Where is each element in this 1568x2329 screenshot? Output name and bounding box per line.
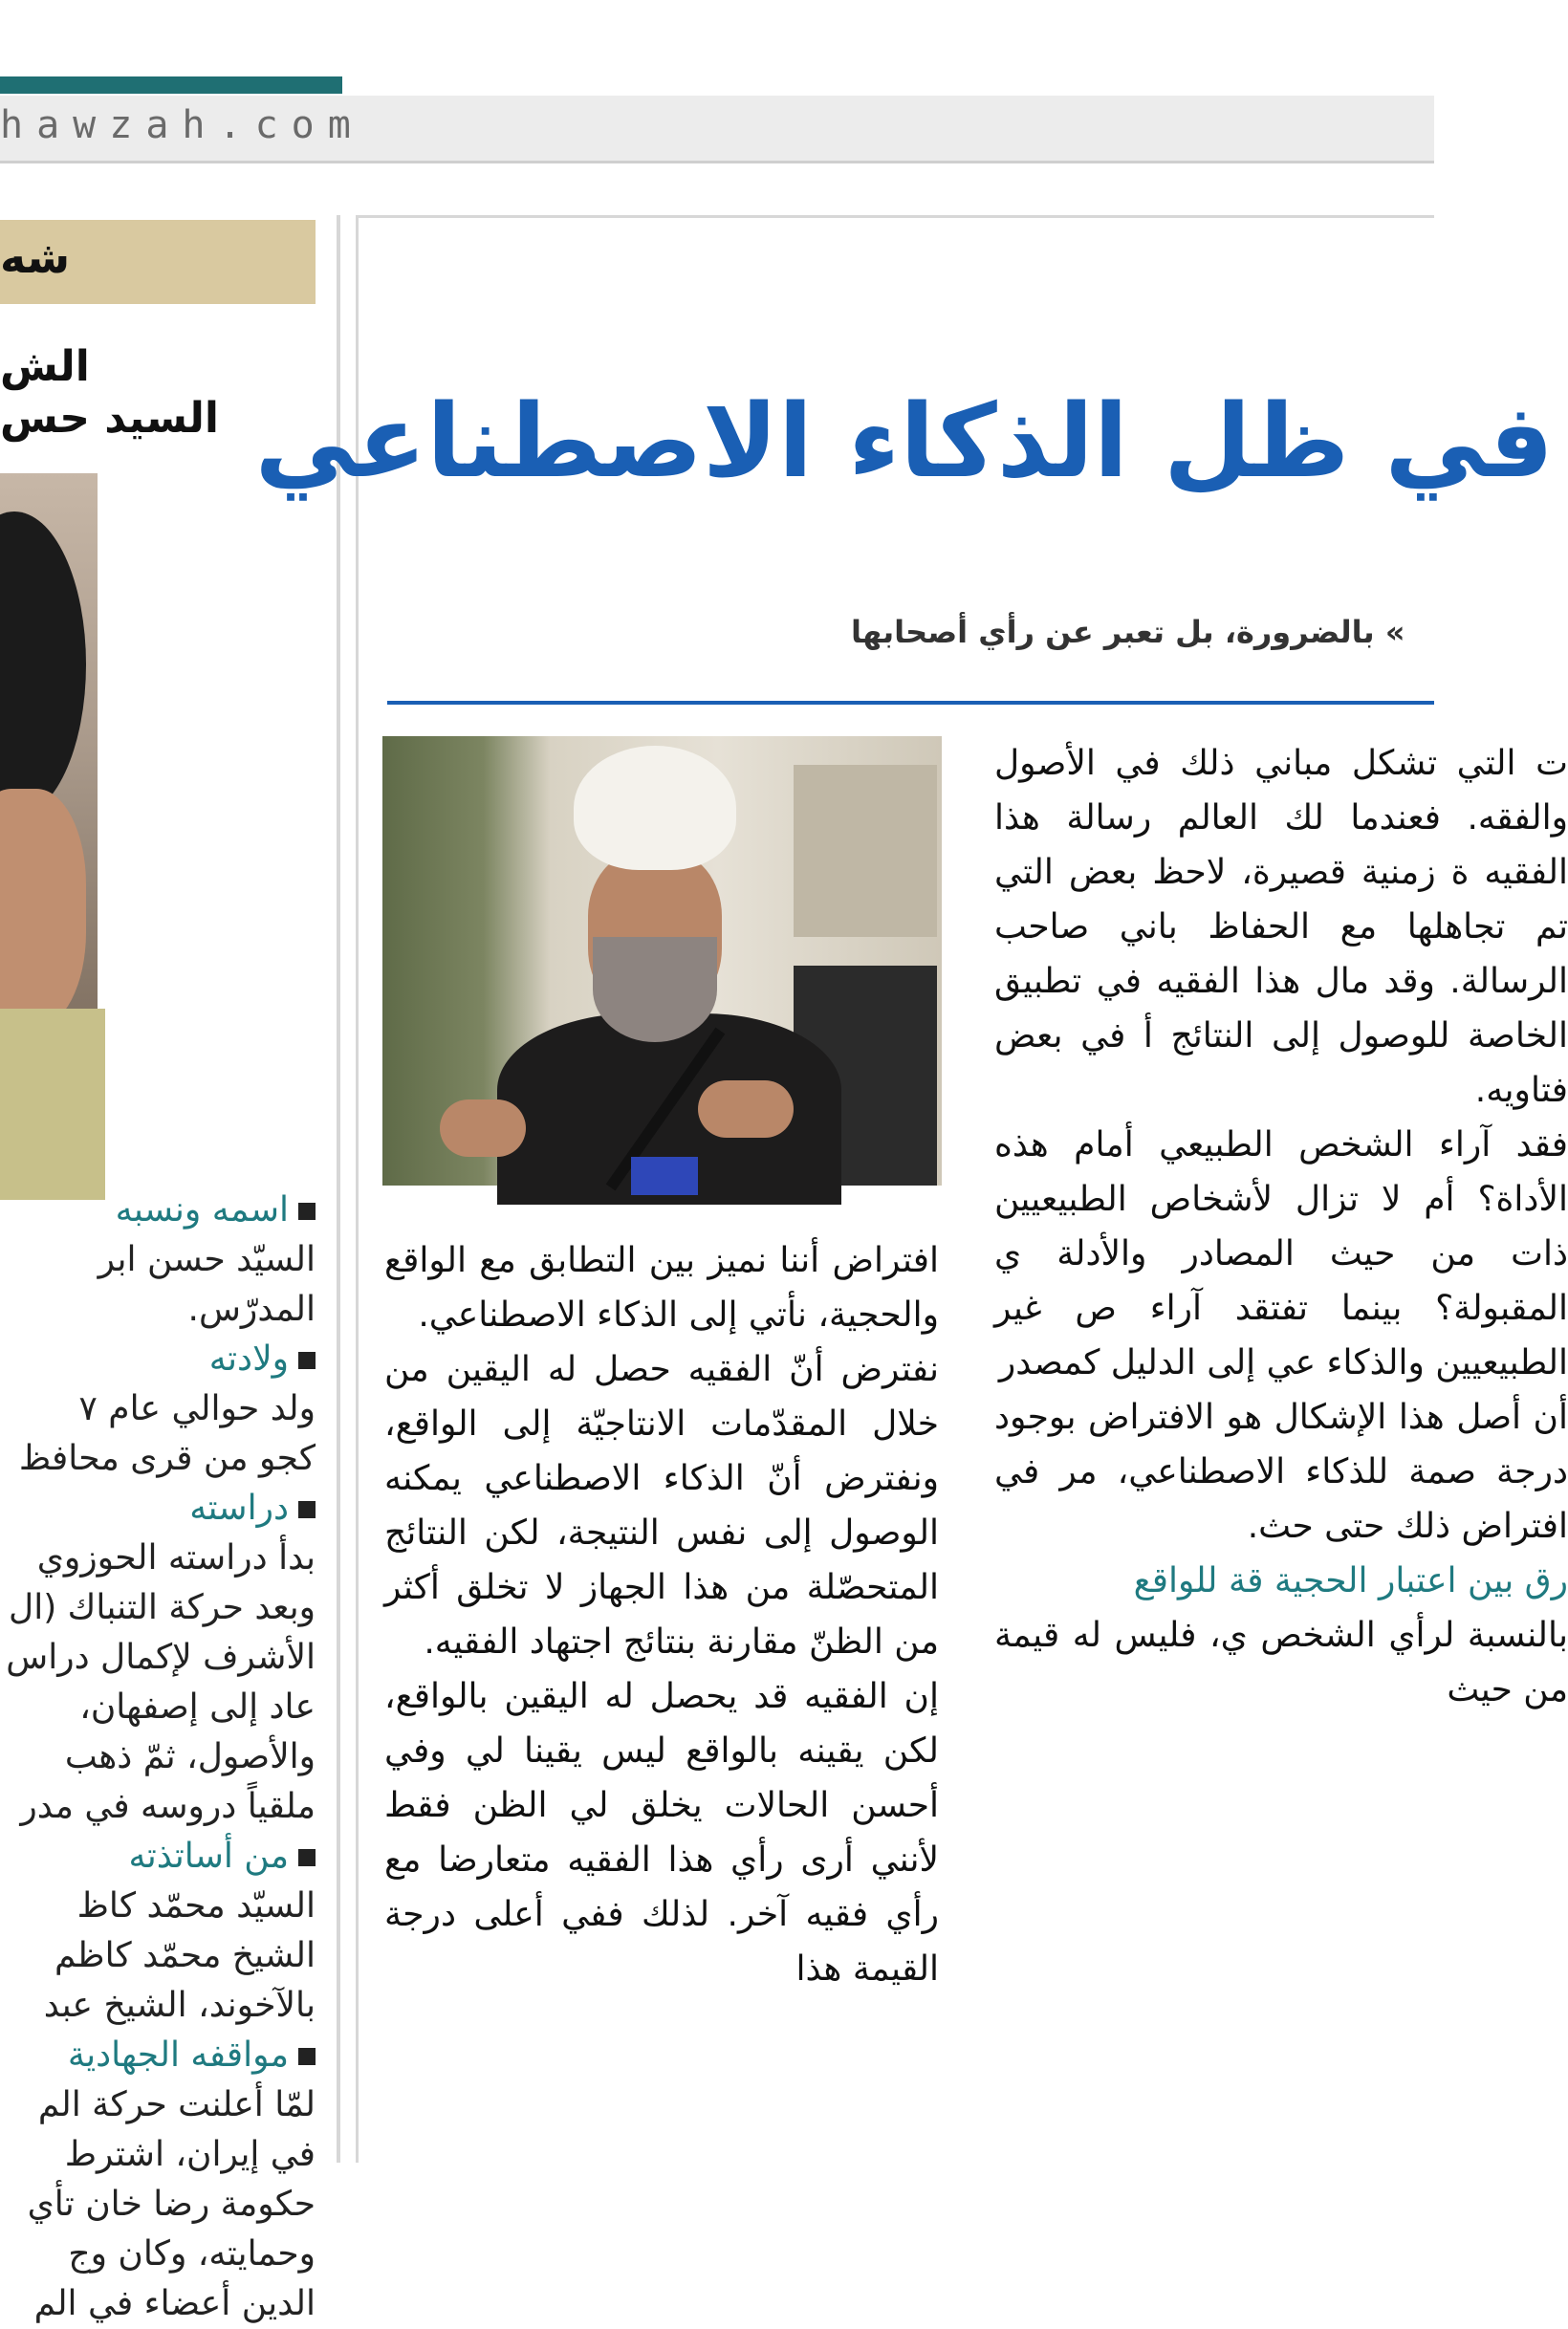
sidebar-text-line: حكومة رضا خان تأي xyxy=(27,2185,316,2224)
sidebar-section-heading: مواقفه الجهادية xyxy=(68,2031,316,2080)
sidebar-text-line: الأشرف لإكمال دراس xyxy=(6,1638,316,1677)
sidebar-text-line: الدين أعضاء في الم xyxy=(33,2284,316,2323)
sidebar-text-line: عاد إلى إصفهان، xyxy=(79,1687,316,1727)
sidebar-text-line: وحمايته، وكان وج xyxy=(68,2234,316,2274)
sidebar-text-line: في إيران، اشترط xyxy=(64,2135,316,2174)
sidebar-header-label: شه xyxy=(0,231,71,283)
bullet-square-icon xyxy=(298,1849,316,1866)
sidebar-text-line: وبعد حركة التنباك (ال xyxy=(9,1588,316,1627)
bullet-square-icon xyxy=(298,1203,316,1220)
sidebar-text-line: المدرّس. xyxy=(187,1290,316,1329)
article-paragraph: أن أصل هذا الإشكال هو الافتراض بوجود درجة صمة للذكاء الاصطناعي، مر في افتراض ذلك حتى حث. xyxy=(994,1398,1568,1546)
sidebar-name-line1: الش xyxy=(0,342,90,391)
sidebar-text-line: السيّد حسن ابر xyxy=(98,1240,316,1279)
sidebar-text-line: ملقياً دروسه في مدر xyxy=(20,1787,316,1826)
sidebar-text-line: والأصول، ثمّ ذهب xyxy=(64,1737,316,1776)
article-disclaimer: » بالضرورة، بل تعبر عن رأي أصحابها xyxy=(851,614,1405,650)
article-photo xyxy=(382,736,942,1186)
article-paragraph: بالنسبة لرأي الشخص ي، فليس له قيمة من حيث xyxy=(994,1616,1568,1709)
sidebar-text-line: بالآخوند، الشيخ عبد xyxy=(43,1986,316,2025)
sidebar-section-heading: دراسته xyxy=(189,1484,316,1534)
sidebar-header xyxy=(0,220,316,304)
article-title: في ظل الذكاء الاصطناعي xyxy=(254,382,1554,500)
sidebar-text-line: لمّا أعلنت حركة الم xyxy=(37,2085,316,2124)
bullet-square-icon xyxy=(298,2048,316,2065)
article-paragraph: إن الفقيه قد يحصل له اليقين بالواقع، لكن يقينه بالواقع ليس يقينا لي وفي أحسن الحالات يخلق لي الظن فقط لأنني أرى رأي هذا الفقيه متعارضا مع رأي فقيه آخر. لذلك ففي أعلى درجة القيمة هذا xyxy=(384,1677,939,1989)
article-column-middle xyxy=(384,1233,939,1996)
top-accent-bar xyxy=(0,76,342,94)
section-heading: رق بين اعتبار الحجية قة للواقع xyxy=(1133,1561,1568,1600)
column-divider xyxy=(337,215,340,2163)
sidebar-name-line2: السيد حس xyxy=(0,394,219,443)
sidebar-section-heading: من أساتذته xyxy=(128,1832,316,1882)
sidebar-section-heading: اسمه ونسبه xyxy=(116,1186,316,1235)
article-paragraph: فقد آراء الشخص الطبيعي أمام هذه الأداة؟ أم لا تزال لأشخاص الطبيعيين ذات من حيث المصادر والأدلة ي المقبولة؟ بينما تفتقد آراء ص غير الطبيعيين والذكاء عي إلى الدليل كمصدر xyxy=(994,1125,1568,1382)
title-rule xyxy=(387,701,1434,705)
article-paragraph: افتراض أننا نميز بين التطابق مع الواقع والحجية، نأتي إلى الذكاء الاصطناعي. xyxy=(384,1241,939,1335)
sidebar-section-heading: ولادته xyxy=(209,1335,316,1384)
site-url[interactable]: hawzah.com xyxy=(0,103,364,147)
sidebar-text-line: ولد حوالي عام ٧ xyxy=(78,1389,316,1428)
sidebar-portrait xyxy=(0,473,98,1166)
article-paragraph: نفترض أنّ الفقيه حصل له اليقين من خلال المقدّمات الانتاجيّة إلى الواقع، ونفترض أنّ الذكاء الاصطناعي يمكنه الوصول إلى نفس النتيجة، لكن النتائج المتحصّلة من هذا الجهاز لا تخلق أكثر من الظنّ مقارنة بنتائج اجتهاد الفقيه. xyxy=(384,1350,939,1662)
sidebar-text-line: الشيخ محمّد كاظم xyxy=(54,1936,316,1975)
article-paragraph: ت التي تشكل مباني ذلك في الأصول والفقه. فعندما لك العالم رسالة هذا الفقيه ة زمنية قصيرة، لاحظ بعض التي تم تجاهلها مع الحفاظ باني صاحب الرسالة. وقد مال هذا الفقيه في تطبيق الخاصة للوصول إلى النتائج أ في بعض فتاويه. xyxy=(994,744,1568,1110)
sidebar xyxy=(0,220,323,2323)
sidebar-text-line: السيّد محمّد كاظ xyxy=(76,1886,316,1926)
sidebar-text-line: بدأ دراسته الحوزوي xyxy=(36,1538,316,1578)
article-column-right xyxy=(994,736,1568,1717)
sidebar-text-line: كجو من قرى محافظ xyxy=(18,1439,316,1478)
bullet-square-icon xyxy=(298,1501,316,1518)
bullet-square-icon xyxy=(298,1352,316,1369)
